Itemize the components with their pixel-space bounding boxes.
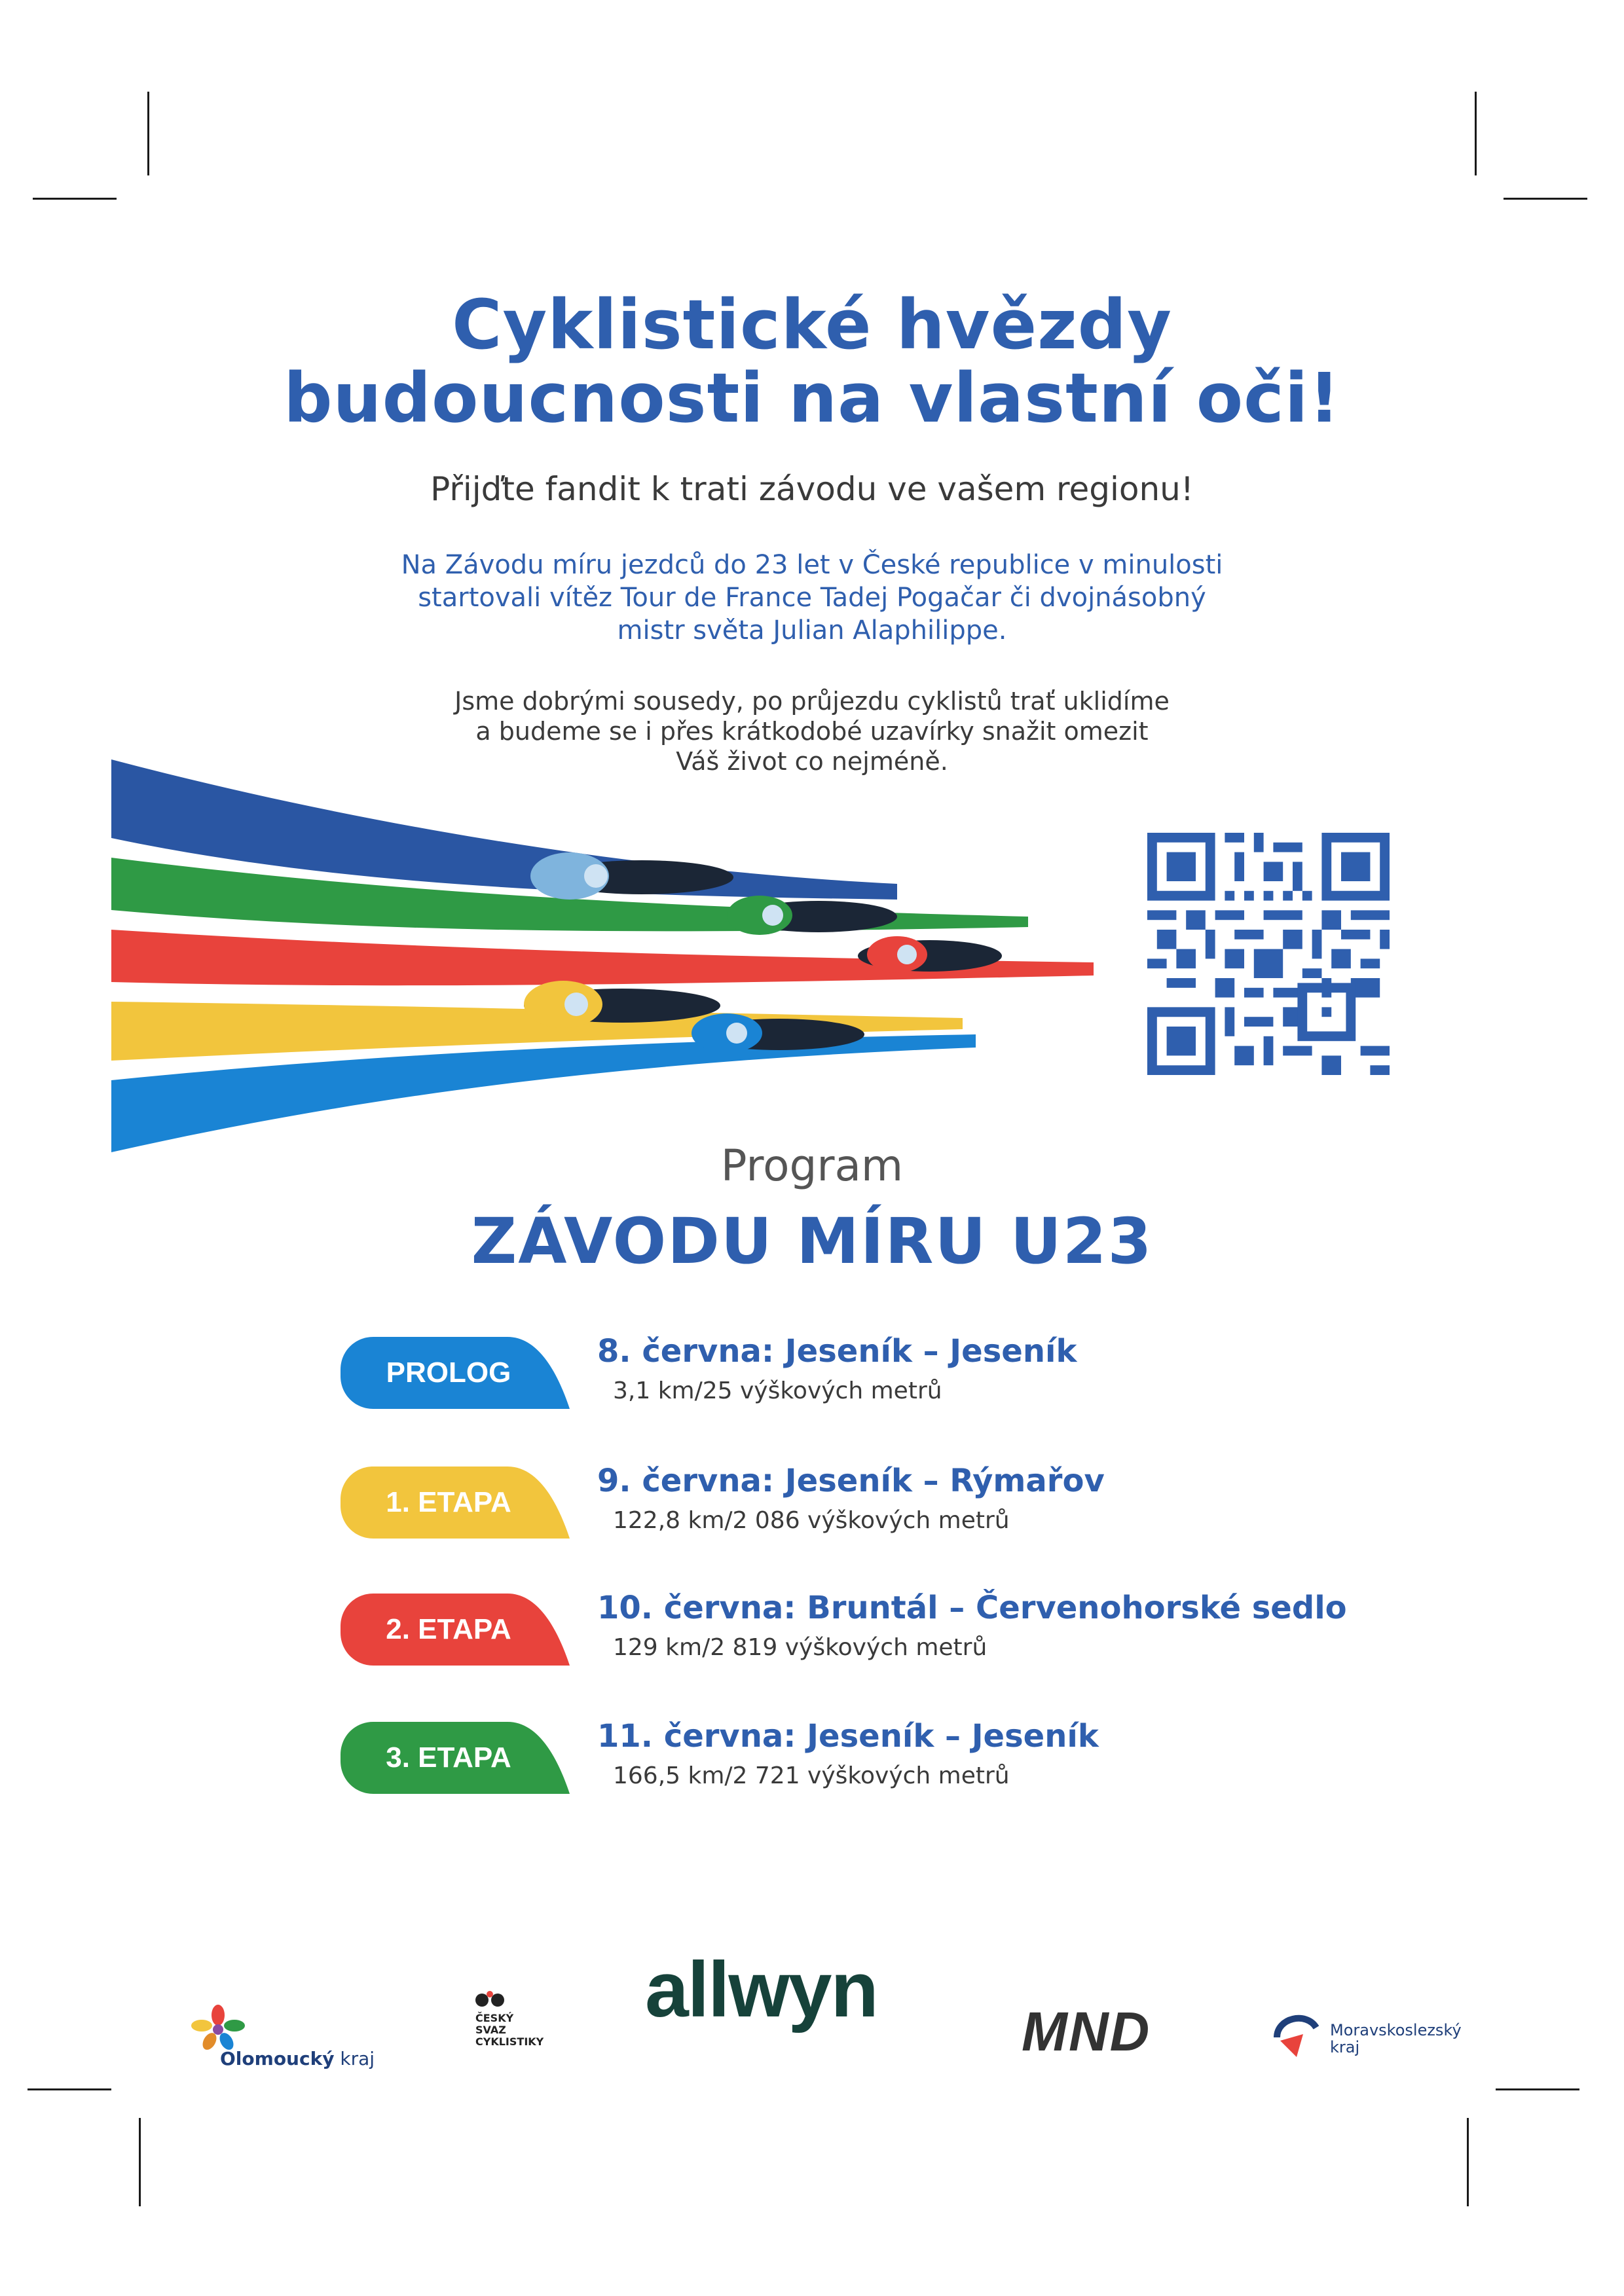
intro-line: mistr světa Julian Alaphilippe.	[617, 615, 1007, 646]
mnd-logo: MND	[1022, 2001, 1151, 2062]
stage-badge-label: 1. ETAPA	[386, 1486, 511, 1518]
intro-line: Na Závodu míru jezdců do 23 let v České republice v minulosti	[401, 550, 1223, 580]
crop-mark	[139, 2118, 141, 2206]
program-title: ZÁVODU MÍRU U23	[471, 1205, 1153, 1278]
neighbors-line: a budeme se i přes krátkodobé uzavírky snažit omezit	[475, 717, 1149, 746]
csc-line: SVAZ	[475, 2024, 506, 2036]
neighbors-line: Jsme dobrými sousedy, po průjezdu cyklistů trať uklidíme	[454, 687, 1170, 716]
subtitle: Přijďte fandit k trati závodu ve vašem regionu!	[430, 470, 1194, 508]
title-line-2: budoucnosti na vlastní oči!	[284, 358, 1340, 438]
csc-line: ČESKÝ	[475, 2012, 514, 2024]
stage-badge	[341, 1467, 570, 1539]
qr-code[interactable]	[1147, 833, 1390, 1075]
stage-badge	[341, 1594, 570, 1666]
stage-title: 10. června: Bruntál – Červenohorské sedlo	[597, 1590, 1347, 1626]
csc-dots-icon	[474, 1990, 513, 2010]
stage-prolog	[341, 1329, 1388, 1421]
riders-stripes-illustration	[111, 759, 1107, 1152]
crop-mark	[28, 2088, 111, 2090]
crop-mark	[1475, 92, 1477, 175]
olomoucky-name: Olomoucký	[220, 2048, 335, 2069]
olomoucky-kraj: kraj	[334, 2048, 375, 2069]
stage-detail: 166,5 km/2 721 výškových metrů	[613, 1762, 1010, 1789]
csc-line: CYKLISTIKY	[475, 2035, 544, 2048]
intro-text	[0, 549, 1624, 647]
msk-line: Moravskoslezský	[1330, 2021, 1462, 2039]
stage-badge	[341, 1722, 570, 1794]
stage-detail: 3,1 km/25 výškových metrů	[613, 1377, 942, 1404]
stage-title: 8. června: Jeseník – Jeseník	[597, 1333, 1077, 1370]
intro-line: startovali vítěz Tour de France Tadej Pogačar či dvojnásobný	[418, 583, 1206, 613]
page-title	[0, 285, 1624, 438]
stage-badge	[341, 1337, 570, 1409]
crop-mark	[1504, 198, 1587, 200]
stage-detail: 129 km/2 819 výškových metrů	[613, 1634, 987, 1661]
stage-badge-label: PROLOG	[386, 1357, 511, 1389]
program-label: Program	[720, 1140, 904, 1191]
neighbors-line: Váš život co nejméně.	[676, 747, 948, 776]
moravskoslezsky-kraj-logo	[1267, 2005, 1477, 2070]
crop-mark	[1467, 2118, 1469, 2206]
crop-mark	[1496, 2088, 1579, 2090]
stage-2	[341, 1586, 1388, 1677]
crop-mark	[147, 92, 149, 175]
msk-line: kraj	[1330, 2038, 1360, 2056]
msk-emblem-icon	[1267, 2005, 1326, 2064]
stage-detail: 122,8 km/2 086 výškových metrů	[613, 1507, 1010, 1534]
stage-1	[341, 1459, 1388, 1550]
stage-3	[341, 1714, 1388, 1806]
stage-badge-label: 2. ETAPA	[386, 1613, 511, 1645]
crop-mark	[33, 198, 117, 200]
title-line-1: Cyklistické hvězdy	[452, 285, 1172, 365]
stage-badge-label: 3. ETAPA	[386, 1741, 511, 1774]
allwyn-logo: allwyn	[645, 1946, 877, 2033]
olomoucky-kraj-logo	[189, 2003, 385, 2075]
stage-title: 9. června: Jeseník – Rýmařov	[597, 1463, 1105, 1499]
csc-logo	[474, 1990, 566, 2075]
stage-title: 11. června: Jeseník – Jeseník	[597, 1718, 1099, 1755]
